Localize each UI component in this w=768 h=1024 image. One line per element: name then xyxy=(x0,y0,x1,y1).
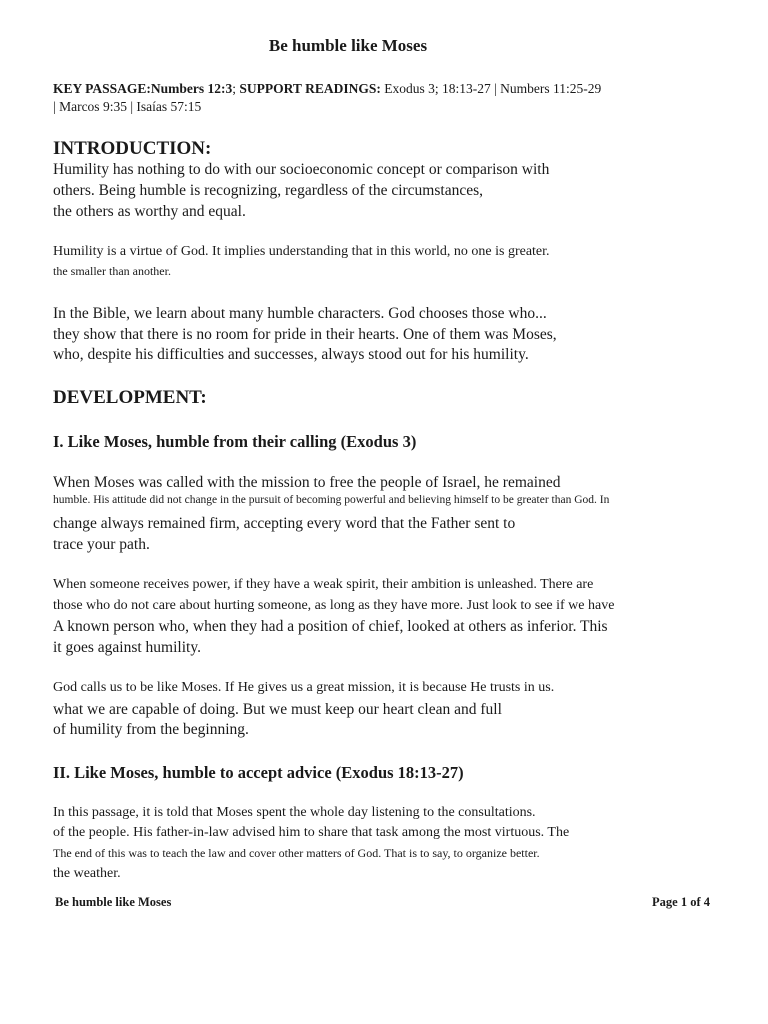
key-passage-ref: Numbers 12:3 xyxy=(150,81,233,96)
section-1-p2-line: A known person who, when they had a position of chief, looked at others as inferior. This xyxy=(53,618,608,635)
footer-page-number: Page 1 of 4 xyxy=(652,895,710,909)
intro-p1-line: Humility has nothing to do with our socioeconomic concept or comparison with xyxy=(53,161,550,178)
section-1-p3-line: of humility from the beginning. xyxy=(53,721,249,738)
section-1-p2-line: those who do not care about hurting someone, as long as they have more. Just look to see if we have xyxy=(53,598,615,613)
key-passage-separator: ; xyxy=(232,81,240,96)
key-passage-line-2: | Marcos 9:35 | Isaías 57:15 xyxy=(53,99,202,114)
section-2-p1-line: The end of this was to teach the law and cover other matters of God. That is to say, to organize better. xyxy=(53,846,540,860)
section-1-p1-line: change always remained firm, accepting every word that the Father sent to xyxy=(53,515,516,532)
footer-title: Be humble like Moses xyxy=(55,895,172,909)
section-1-p1-line: humble. His attitude did not change in the pursuit of becoming powerful and believing himself to be greater than God. In xyxy=(53,494,610,506)
support-readings-refs: Exodus 3; 18:13-27 | Numbers 11:25-29 xyxy=(380,81,602,96)
section-2-p1-line: of the people. His father-in-law advised him to share that task among the most virtuous. The xyxy=(53,825,570,840)
section-1-p3-line: God calls us to be like Moses. If He gives us a great mission, it is because He trusts in us. xyxy=(53,680,555,695)
section-1-p3-line: what we are capable of doing. But we must keep our heart clean and full xyxy=(53,701,502,718)
section-1-p1-line: trace your path. xyxy=(53,536,150,553)
intro-p2-line: Humility is a virtue of God. It implies understanding that in this world, no one is greater. xyxy=(53,244,550,259)
intro-p3-line: they show that there is no room for pride in their hearts. One of them was Moses, xyxy=(53,326,557,343)
section-1-p1-line: When Moses was called with the mission to free the people of Israel, he remained xyxy=(53,474,561,491)
section-1-heading: I. Like Moses, humble from their calling (Exodus 3) xyxy=(53,432,417,451)
intro-p1-line: the others as worthy and equal. xyxy=(53,203,246,220)
section-2-p1-line: the weather. xyxy=(53,866,121,881)
section-1-p2-line: When someone receives power, if they have a weak spirit, their ambition is unleashed. There are xyxy=(53,577,594,592)
key-passage-line-1 xyxy=(53,80,601,97)
intro-p2-line: the smaller than another. xyxy=(53,264,171,278)
introduction-heading: INTRODUCTION: xyxy=(53,138,212,159)
intro-p3-line: who, despite his difficulties and successes, always stood out for his humility. xyxy=(53,346,529,363)
intro-p3-line: In the Bible, we learn about many humble characters. God chooses those who... xyxy=(53,305,547,322)
section-2-heading: II. Like Moses, humble to accept advice (Exodus 18:13-27) xyxy=(53,763,464,782)
document-title: Be humble like Moses xyxy=(268,36,428,55)
key-passage-label: KEY PASSAGE: xyxy=(53,81,151,96)
support-readings-label: SUPPORT READINGS: xyxy=(239,81,381,96)
development-heading: DEVELOPMENT: xyxy=(53,387,207,408)
intro-p1-line: others. Being humble is recognizing, regardless of the circumstances, xyxy=(53,182,483,199)
section-2-p1-line: In this passage, it is told that Moses spent the whole day listening to the consultations. xyxy=(53,805,536,820)
section-1-p2-line: it goes against humility. xyxy=(53,639,201,656)
